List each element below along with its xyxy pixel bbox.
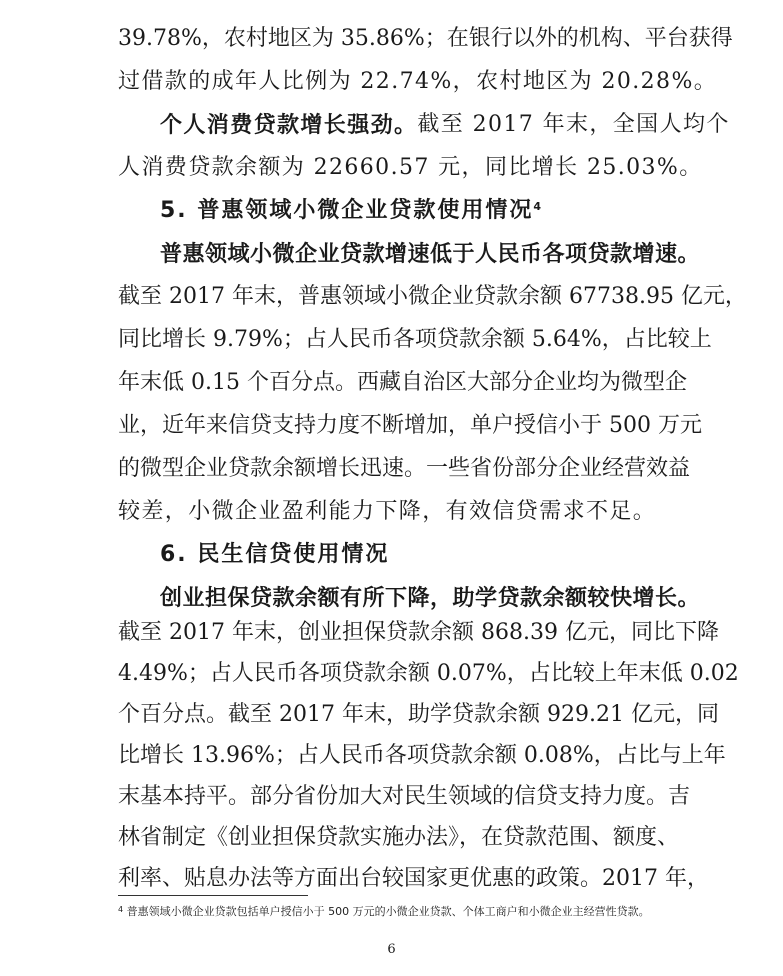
body-line: 过借款的成年人比例为 22.74%，农村地区为 20.28%。 [118, 69, 718, 94]
body-line: 业，近年来信贷支持力度不断增加，单户授信小于 500 万元 [118, 413, 702, 438]
body-line: 的微型企业贷款余额增长迅速。一些省份部分企业经营效益 [118, 456, 691, 481]
body-line: 4.49%；占人民币各项贷款余额 0.07%，占比较上年末低 0.02 [118, 661, 739, 686]
body-line: 个百分点。截至 2017 年末，助学贷款余额 929.21 亿元，同 [118, 702, 719, 727]
bold-lead: 创业担保贷款余额有所下降，助学贷款余额较快增长。 [160, 585, 701, 611]
footnote-ref: 4 [533, 200, 543, 213]
footnote [118, 903, 678, 920]
body-line: 人消费贷款余额为 22660.57 元，同比增长 25.03%。 [118, 155, 703, 180]
paragraph-consumer-loans [160, 112, 730, 138]
body-line: 年末低 0.15 个百分点。西藏自治区大部分企业均为微型企 [118, 370, 687, 395]
body-line: 39.78%，农村地区为 35.86%；在银行以外的机构、平台获得 [118, 26, 733, 51]
body-line: 截至 2017 年末，创业担保贷款余额 868.39 亿元，同比下降 [118, 620, 719, 645]
body-line: 利率、贴息办法等方面出台较国家更优惠的政策。2017 年， [118, 866, 709, 891]
section-heading-6: 6. 民生信贷使用情况 [160, 542, 390, 567]
body-line: 较差，小微企业盈利能力下降，有效信贷需求不足。 [118, 499, 657, 524]
bold-lead: 个人消费贷款增长强劲。 [160, 112, 418, 138]
body-line: 末基本持平。部分省份加大对民生领域的信贷支持力度。吉 [118, 784, 691, 809]
body-line: 同比增长 9.79%；占人民币各项贷款余额 5.64%，占比较上 [118, 327, 712, 352]
page-number: 6 [387, 942, 396, 957]
bold-lead: 普惠领域小微企业贷款增速低于人民币各项贷款增速。 [160, 241, 701, 267]
body-line: 截至 2017 年末，普惠领域小微企业贷款余额 67738.95 亿元， [118, 284, 747, 309]
section-heading-5: 5. 普惠领域小微企业贷款使用情况$^4$ [160, 198, 543, 223]
body-line: 截至 2017 年末，全国人均个 [417, 112, 730, 137]
body-line: 比增长 13.96%；占人民币各项贷款余额 0.08%，占比与上年 [118, 743, 726, 768]
body-line: 林省制定《创业担保贷款实施办法》，在贷款范围、额度、 [118, 825, 680, 850]
footnote-text: 普惠领域小微企业贷款包括单户授信小于 500 万元的小微企业贷款、个体工商户和小微企业主经营性贷款。 [126, 905, 650, 918]
footnote-divider [118, 895, 308, 896]
footnote-marker: 4 [118, 905, 124, 914]
